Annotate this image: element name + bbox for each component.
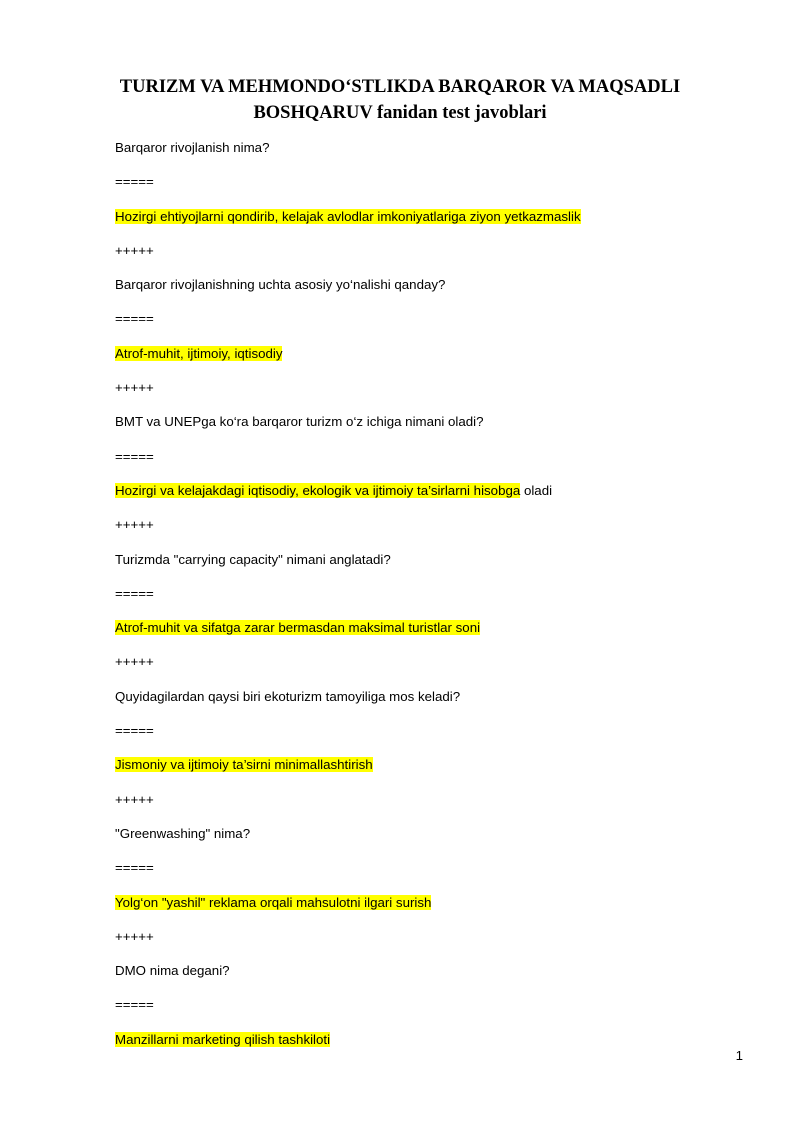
highlighted-answer: Jismoniy va ijtimoiy ta’sirni minimallashtirish (115, 757, 373, 773)
highlighted-answer: Atrof-muhit, ijtimoiy, iqtisodiy (115, 345, 283, 361)
question-text: DMO nima degani? (115, 963, 230, 979)
separator-line: ===== (115, 585, 154, 601)
highlighted-answer: Yolg‘on "yashil" reklama orqali mahsulotni ilgari surish (115, 894, 432, 910)
separator-line: ===== (115, 448, 154, 464)
end-marker: +++++ (115, 242, 154, 258)
title-line-2: BOSHQARUV fanidan test javoblari (253, 103, 547, 123)
answer-line (115, 480, 715, 514)
separator-line: ===== (115, 311, 154, 327)
question-text: "Greenwashing" nima? (115, 825, 251, 841)
answer-line (115, 1029, 715, 1063)
end-marker: +++++ (115, 928, 154, 944)
answer-tail: oladi (520, 482, 553, 498)
separator-line: ===== (115, 860, 154, 876)
highlighted-answer: Hozirgi ehtiyojlarni qondirib, kelajak avlodlar imkoniyatlariga ziyon yetkazmaslik (115, 208, 581, 224)
end-marker: +++++ (115, 791, 154, 807)
end-marker: +++++ (115, 654, 154, 670)
question-text: Turizmda "carrying capacity" nimani anglatadi? (115, 551, 391, 567)
end-marker: +++++ (115, 380, 154, 396)
page-number: 1 (735, 1048, 743, 1063)
separator-line: ===== (115, 723, 154, 739)
answer-line (115, 617, 715, 651)
question-text: Barqaror rivojlanishning uchta asosiy yo‘nalishi qanday? (115, 277, 446, 293)
page-title (100, 74, 700, 126)
question-text: BMT va UNEPga ko‘ra barqaror turizm o‘z ichiga nimani oladi? (115, 414, 484, 430)
highlighted-answer: Manzillarni marketing qilish tashkiloti (115, 1031, 331, 1047)
separator-line: ===== (115, 174, 154, 190)
highlighted-answer: Atrof-muhit va sifatga zarar bermasdan maksimal turistlar soni (115, 620, 481, 636)
title-line-1: TURIZM VA MEHMONDO‘STLIKDA BARQAROR VA MAQSADLI (119, 77, 681, 97)
end-marker: +++++ (115, 517, 154, 533)
answer-line (115, 343, 715, 377)
question-text: Quyidagilardan qaysi biri ekoturizm tamoyiliga mos keladi? (115, 688, 461, 704)
highlighted-answer: Hozirgi va kelajakdagi iqtisodiy, ekologik va ijtimoiy ta’sirlarni hisobga (115, 482, 521, 498)
question-text: Barqaror rivojlanish nima? (115, 140, 270, 155)
document-body (115, 137, 715, 1063)
answer-line (115, 206, 715, 240)
answer-line (115, 892, 715, 926)
answer-line (115, 754, 715, 788)
separator-line: ===== (115, 997, 154, 1013)
